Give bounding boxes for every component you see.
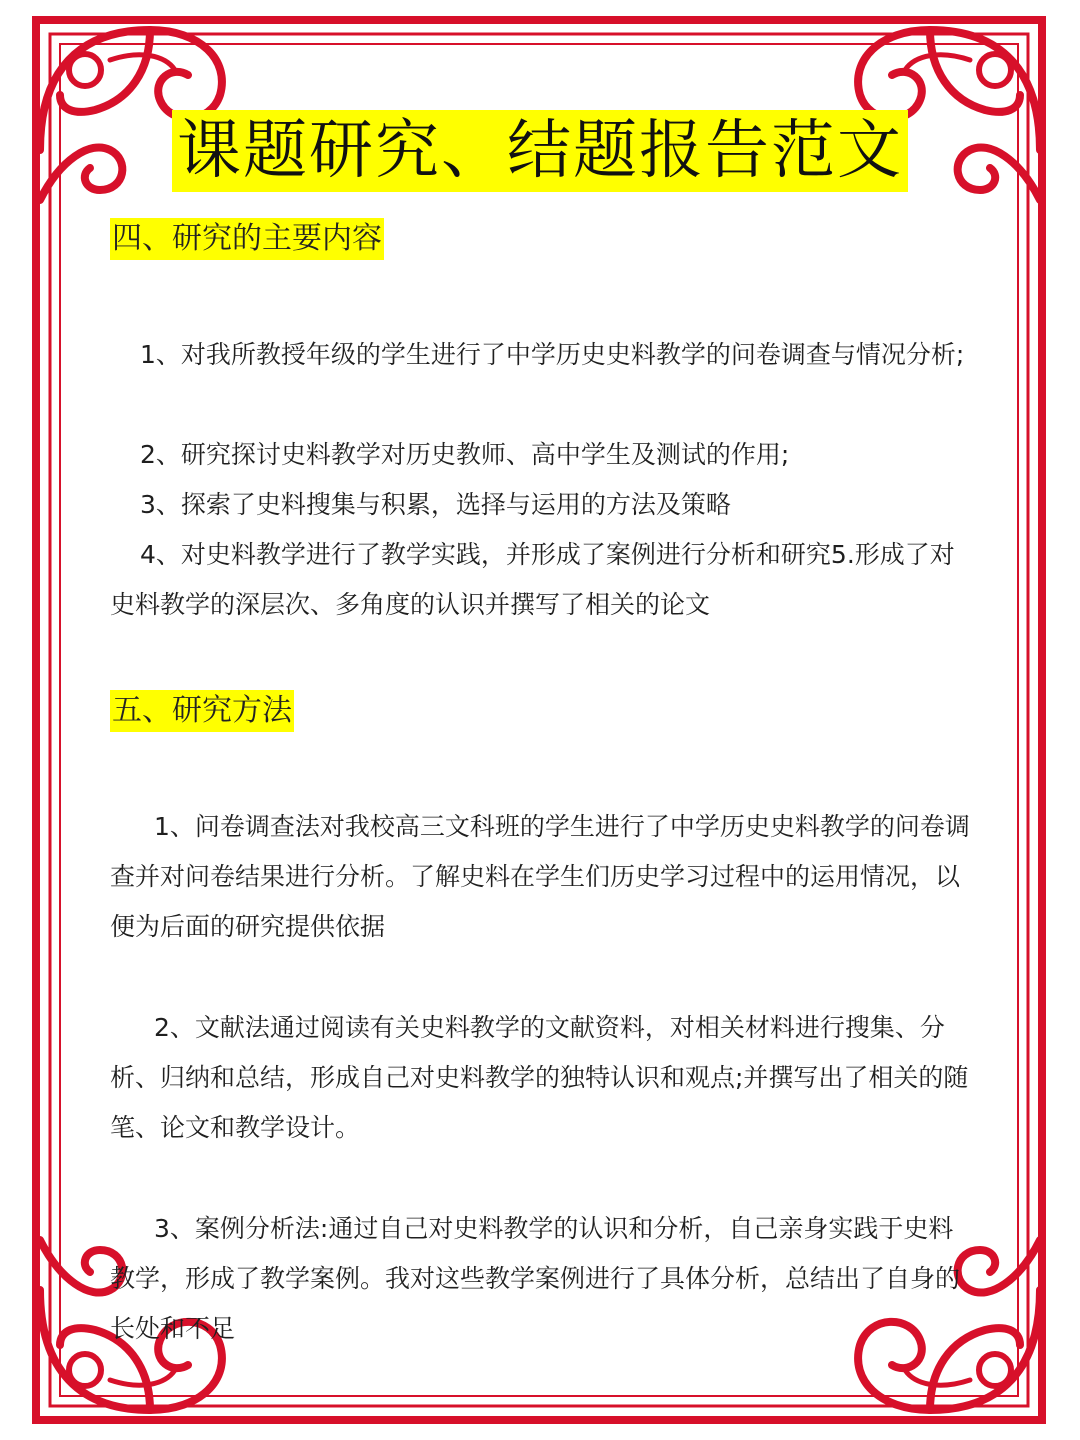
paragraph: 2、研究探讨史料教学对历史教师、高中学生及测试的作用;	[140, 440, 790, 469]
section-heading-methods: 五、研究方法	[110, 690, 294, 732]
paragraph: 4、对史料教学进行了教学实践，并形成了案例进行分析和研究5.形成了对史料教学的深层次、多角度的认识并撰写了相关的论文	[110, 540, 955, 619]
section-heading-main-content: 四、研究的主要内容	[110, 218, 384, 260]
paragraph: 3、案例分析法:通过自己对史料教学的认识和分析，自己亲身实践于史料教学，形成了教学案例。我对这些教学案例进行了具体分析，总结出了自身的长处和不足	[110, 1214, 961, 1343]
paragraph: 3、探索了史料搜集与积累，选择与运用的方法及策略	[140, 490, 731, 519]
paragraph: 1、对我所教授年级的学生进行了中学历史史料教学的问卷调查与情况分析;	[140, 340, 965, 369]
page-title: 课题研究、结题报告范文	[172, 110, 908, 192]
paragraph: 2、文献法通过阅读有关史料教学的文献资料，对相关材料进行搜集、分析、归纳和总结，形成自己对史料教学的独特认识和观点;并撰写出了相关的随笔、论文和教学设计。	[110, 1013, 969, 1142]
paragraph: 1、问卷调查法对我校高三文科班的学生进行了中学历史史料教学的问卷调查并对问卷结果进行分析。了解史料在学生们历史学习过程中的运用情况，以便为后面的研究提供依据	[110, 812, 970, 941]
